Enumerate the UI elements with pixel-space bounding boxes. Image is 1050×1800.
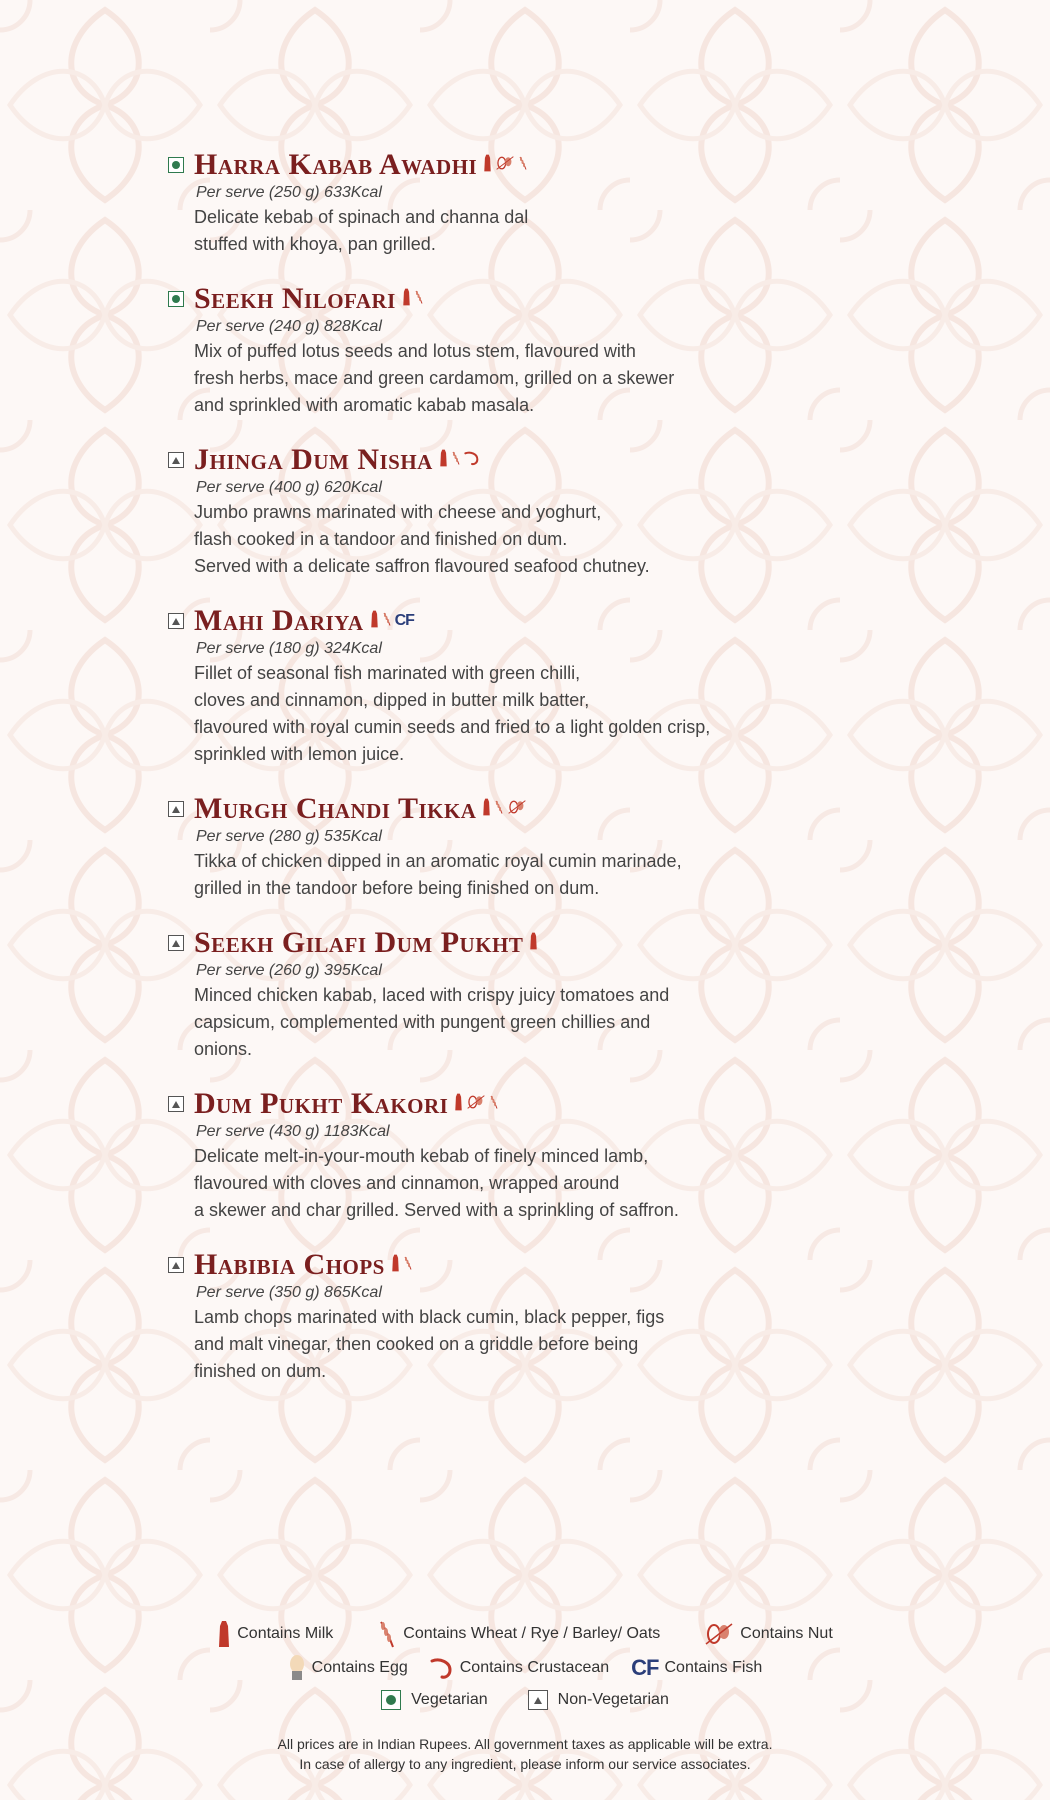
menu-item bbox=[168, 604, 968, 768]
legend-fish bbox=[631, 1655, 762, 1681]
milk-icon bbox=[370, 609, 379, 634]
serving-info: Per serve (280 g) 535Kcal bbox=[196, 828, 382, 845]
footer-allergy-note: In case of allergy to any ingredient, please inform our service associates. bbox=[299, 1756, 751, 1772]
nonveg-symbol-icon bbox=[168, 801, 184, 817]
description-line: flavoured with royal cumin seeds and fried to a light golden crisp, bbox=[194, 717, 711, 737]
dish-description bbox=[194, 499, 814, 580]
legend-wheat-label: Contains Wheat / Rye / Barley/ Oats bbox=[403, 1625, 661, 1642]
serving-info: Per serve (260 g) 395Kcal bbox=[196, 962, 382, 979]
menu-item-header bbox=[168, 282, 968, 316]
dish-name: Dum Pukht Kakori bbox=[194, 1087, 449, 1120]
nonveg-symbol-icon bbox=[168, 1257, 184, 1273]
milk-icon bbox=[454, 1092, 463, 1117]
description-line: sprinkled with lemon juice. bbox=[194, 744, 405, 764]
wheat-icon bbox=[382, 609, 392, 634]
dish-description bbox=[194, 660, 814, 768]
milk-icon bbox=[439, 448, 448, 473]
veg-symbol-icon bbox=[168, 291, 184, 307]
allergen-icons bbox=[529, 931, 538, 956]
footer-prices-note: All prices are in Indian Rupees. All government taxes as applicable will be extra. bbox=[277, 1736, 773, 1752]
milk-icon bbox=[529, 931, 538, 956]
description-line: Lamb chops marinated with black cumin, black pepper, figs bbox=[194, 1307, 665, 1327]
milk-icon bbox=[217, 1620, 231, 1648]
allergen-icons bbox=[402, 287, 424, 312]
menu-item bbox=[168, 282, 968, 419]
nut-icon bbox=[495, 154, 515, 177]
wheat-icon bbox=[489, 1092, 499, 1117]
menu-item-header bbox=[168, 926, 968, 960]
description-line: flash cooked in a tandoor and finished on dum. bbox=[194, 529, 568, 549]
serving-info: Per serve (180 g) 324Kcal bbox=[196, 640, 382, 657]
milk-icon bbox=[482, 797, 491, 822]
wheat-icon bbox=[518, 153, 528, 178]
dish-name: Mahi Dariya bbox=[194, 604, 364, 637]
wheat-icon bbox=[494, 797, 504, 822]
wheat-icon bbox=[451, 448, 461, 473]
legend-veg-label: Vegetarian bbox=[411, 1691, 488, 1708]
nonveg-symbol-icon bbox=[168, 613, 184, 629]
allergen-icons bbox=[483, 153, 528, 178]
dish-name: Habibia Chops bbox=[194, 1248, 385, 1281]
menu-item bbox=[168, 1248, 968, 1385]
milk-icon bbox=[402, 287, 411, 312]
nonveg-symbol-icon bbox=[168, 935, 184, 951]
dish-name: Harra Kabab Awadhi bbox=[194, 148, 478, 181]
legend-nut-label: Contains Nut bbox=[740, 1625, 833, 1642]
menu-item-header bbox=[168, 792, 968, 826]
dish-name: Seekh Nilofari bbox=[194, 282, 396, 315]
legend-egg bbox=[288, 1654, 408, 1682]
nonveg-symbol-icon bbox=[168, 1096, 184, 1112]
allergen-icons bbox=[482, 797, 527, 822]
description-line: Served with a delicate saffron flavoured seafood chutney. bbox=[194, 556, 650, 576]
dish-description bbox=[194, 204, 814, 258]
menu-item-header bbox=[168, 148, 968, 182]
description-line: Jumbo prawns marinated with cheese and yoghurt, bbox=[194, 502, 602, 522]
menu-item-header bbox=[168, 443, 968, 477]
serving-info: Per serve (350 g) 865Kcal bbox=[196, 1284, 382, 1301]
dish-description bbox=[194, 1143, 814, 1224]
fish-icon: CF bbox=[631, 1655, 659, 1680]
legend-veg bbox=[381, 1690, 488, 1710]
menu-list bbox=[168, 148, 968, 1409]
description-line: Delicate melt-in-your-mouth kebab of finely minced lamb, bbox=[194, 1146, 649, 1166]
nonveg-symbol-icon bbox=[168, 452, 184, 468]
dish-description bbox=[194, 982, 814, 1063]
description-line: Minced chicken kabab, laced with crispy juicy tomatoes and bbox=[194, 985, 670, 1005]
menu-item bbox=[168, 443, 968, 580]
allergen-icons bbox=[439, 448, 480, 473]
serving-info: Per serve (250 g) 633Kcal bbox=[196, 184, 382, 201]
legend-crustacean-label: Contains Crustacean bbox=[459, 1659, 610, 1676]
description-line: capsicum, complemented with pungent green chillies and bbox=[194, 1012, 651, 1032]
dish-description bbox=[194, 338, 814, 419]
legend-milk-label: Contains Milk bbox=[237, 1625, 334, 1642]
description-line: Fillet of seasonal fish marinated with green chilli, bbox=[194, 663, 581, 683]
description-line: cloves and cinnamon, dipped in butter milk batter, bbox=[194, 690, 590, 710]
nonveg-symbol-icon bbox=[528, 1690, 548, 1710]
description-line: Delicate kebab of spinach and channa dal bbox=[194, 207, 529, 227]
menu-item-header bbox=[168, 604, 968, 638]
description-line: stuffed with khoya, pan grilled. bbox=[194, 234, 436, 254]
legend-nut bbox=[704, 1620, 833, 1648]
legend-nonveg-label: Non-Vegetarian bbox=[557, 1691, 669, 1708]
dish-name: Seekh Gilafi Dum Pukht bbox=[194, 926, 524, 959]
legend-fish-label: Contains Fish bbox=[664, 1659, 763, 1676]
description-line: finished on dum. bbox=[194, 1361, 327, 1381]
legend-milk bbox=[217, 1620, 333, 1648]
description-line: grilled in the tandoor before being finished on dum. bbox=[194, 878, 600, 898]
legend-egg-label: Contains Egg bbox=[311, 1659, 408, 1676]
legend-nonveg bbox=[528, 1690, 669, 1710]
wheat-icon bbox=[414, 287, 424, 312]
allergen-icons bbox=[391, 1253, 413, 1278]
crustacean-icon bbox=[430, 1656, 454, 1680]
legend-crustacean bbox=[430, 1656, 609, 1680]
serving-info: Per serve (240 g) 828Kcal bbox=[196, 318, 382, 335]
menu-item bbox=[168, 1087, 968, 1224]
description-line: flavoured with cloves and cinnamon, wrapped around bbox=[194, 1173, 620, 1193]
menu-item bbox=[168, 792, 968, 902]
allergen-icons bbox=[454, 1092, 499, 1117]
nut-icon bbox=[466, 1093, 486, 1116]
veg-symbol-icon bbox=[168, 157, 184, 173]
menu-item-header bbox=[168, 1248, 968, 1282]
veg-symbol-icon bbox=[381, 1690, 401, 1710]
egg-icon bbox=[288, 1654, 306, 1682]
milk-icon bbox=[483, 153, 492, 178]
wheat-icon bbox=[377, 1620, 397, 1648]
description-line: Mix of puffed lotus seeds and lotus stem, flavoured with bbox=[194, 341, 636, 361]
menu-item bbox=[168, 148, 968, 258]
dish-description bbox=[194, 1304, 814, 1385]
fish-icon: CF bbox=[394, 612, 414, 629]
crustacean-icon bbox=[464, 450, 480, 471]
description-line: and malt vinegar, then cooked on a griddle before being bbox=[194, 1334, 639, 1354]
dish-description bbox=[194, 848, 814, 902]
allergen-legend bbox=[0, 1620, 1050, 1716]
nut-icon bbox=[507, 798, 527, 821]
description-line: fresh herbs, mace and green cardamom, grilled on a skewer bbox=[194, 368, 675, 388]
dish-name: Jhinga Dum Nisha bbox=[194, 443, 433, 476]
allergen-icons bbox=[370, 609, 414, 634]
description-line: onions. bbox=[194, 1039, 253, 1059]
serving-info: Per serve (400 g) 620Kcal bbox=[196, 479, 382, 496]
menu-item-header bbox=[168, 1087, 968, 1121]
footer-notes bbox=[0, 1734, 1050, 1774]
description-line: and sprinkled with aromatic kabab masala. bbox=[194, 395, 535, 415]
menu-item bbox=[168, 926, 968, 1063]
description-line: Tikka of chicken dipped in an aromatic royal cumin marinade, bbox=[194, 851, 682, 871]
milk-icon bbox=[391, 1253, 400, 1278]
dish-name: Murgh Chandi Tikka bbox=[194, 792, 477, 825]
serving-info: Per serve (430 g) 1183Kcal bbox=[196, 1123, 390, 1140]
legend-wheat bbox=[377, 1620, 660, 1648]
nut-icon bbox=[704, 1620, 734, 1648]
description-line: a skewer and char grilled. Served with a sprinkling of saffron. bbox=[194, 1200, 679, 1220]
wheat-icon bbox=[403, 1253, 413, 1278]
